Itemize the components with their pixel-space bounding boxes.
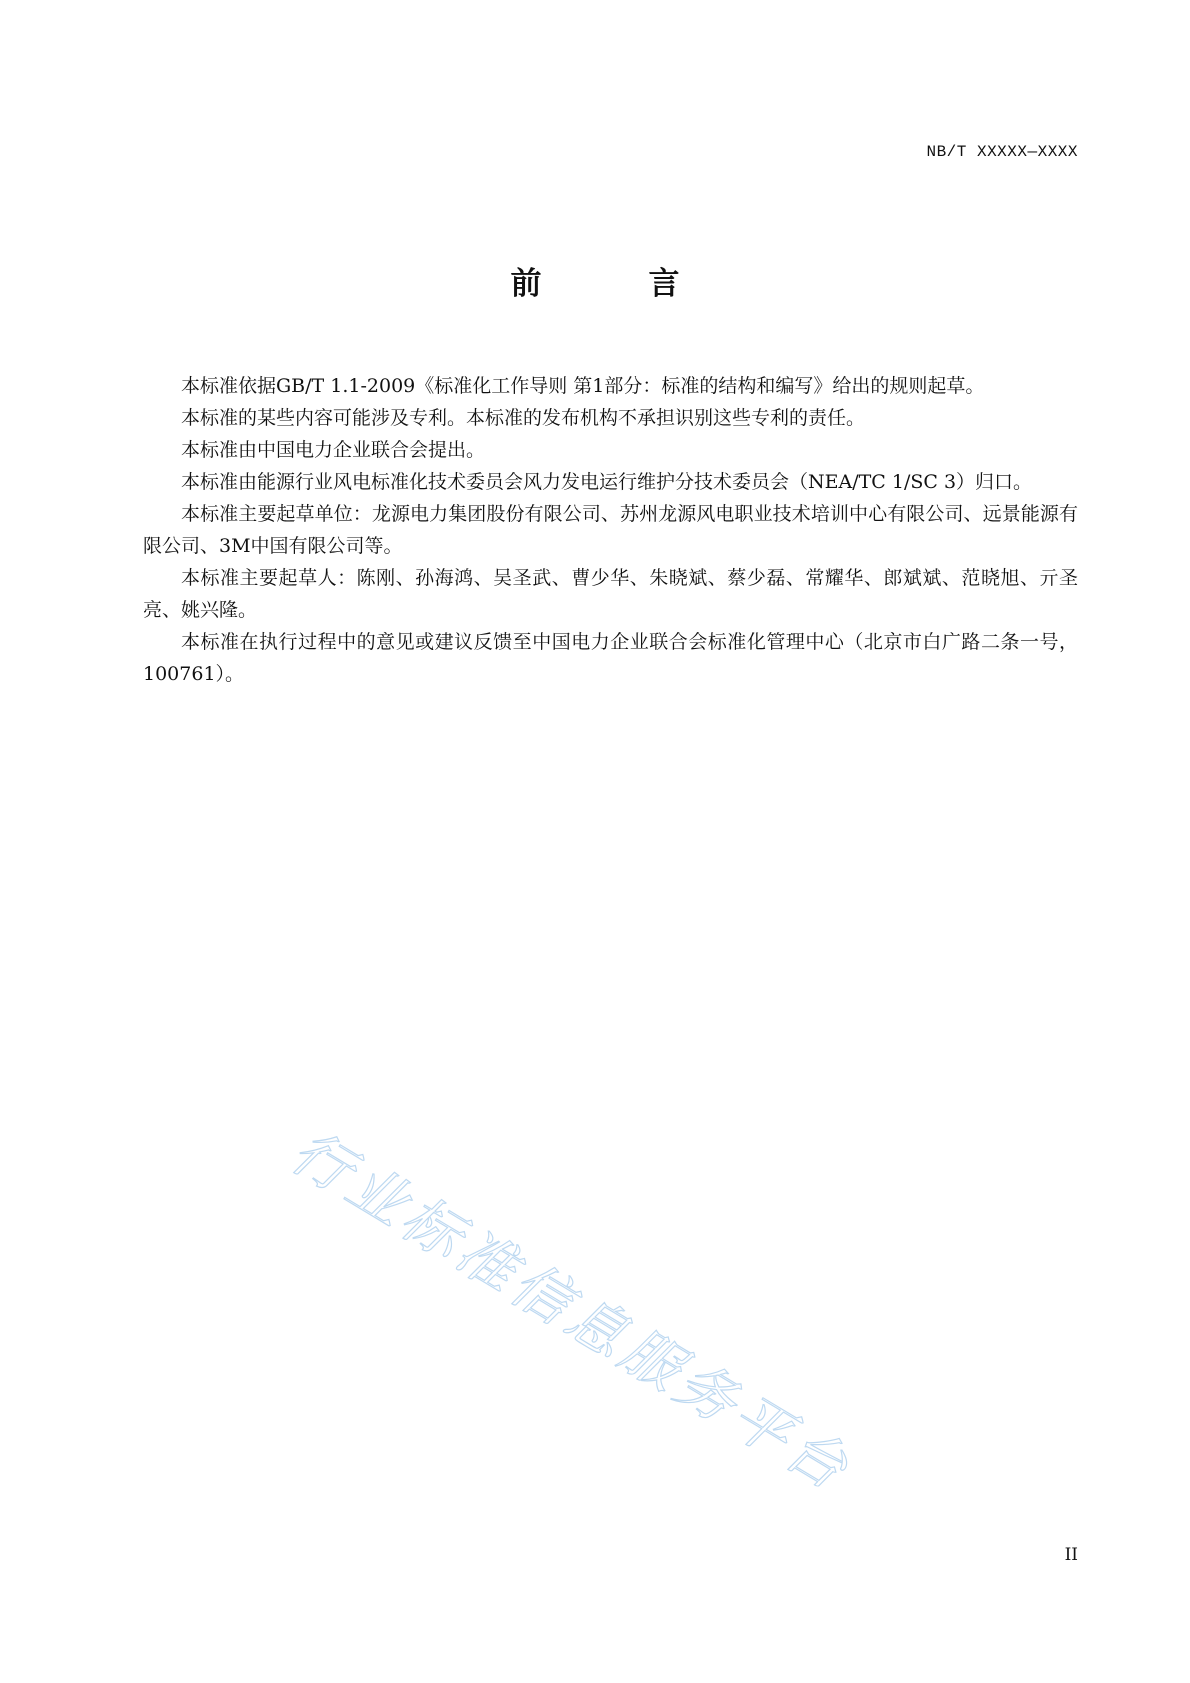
paragraph-drafting-rules: 本标准依据GB/T 1.1-2009《标准化工作导则 第1部分：标准的结构和编写》给出的规则起草。 bbox=[181, 375, 985, 397]
paragraph-drafting-units: 本标准主要起草单位：龙源电力集团股份有限公司、苏州龙源风电职业技术培训中心有限公司、远景能源有限公司、3M中国有限公司等。 bbox=[143, 503, 1078, 557]
standard-code: NB/T XXXXX—XXXX bbox=[926, 143, 1078, 161]
watermark: 行业标准信息服务平台 bbox=[279, 1117, 864, 1506]
paragraph-feedback: 本标准在执行过程中的意见或建议反馈至中国电力企业联合会标准化管理中心（北京市白广路二条一号，100761）。 bbox=[143, 631, 1078, 685]
paragraph-proposer: 本标准由中国电力企业联合会提出。 bbox=[181, 439, 486, 461]
page-number: II bbox=[1064, 1545, 1078, 1565]
paragraph-committee: 本标准由能源行业风电标准化技术委员会风力发电运行维护分技术委员会（NEA/TC 1/SC 3）归口。 bbox=[181, 471, 1033, 493]
paragraph-drafters: 本标准主要起草人：陈刚、孙海鸿、吴圣武、曹少华、朱晓斌、蔡少磊、常耀华、郎斌斌、范晓旭、亓圣亮、姚兴隆。 bbox=[143, 567, 1078, 621]
foreword-body bbox=[143, 370, 1078, 690]
paragraph-patent-notice: 本标准的某些内容可能涉及专利。本标准的发布机构不承担识别这些专利的责任。 bbox=[181, 407, 866, 429]
page-title: 前 言 bbox=[510, 266, 718, 302]
